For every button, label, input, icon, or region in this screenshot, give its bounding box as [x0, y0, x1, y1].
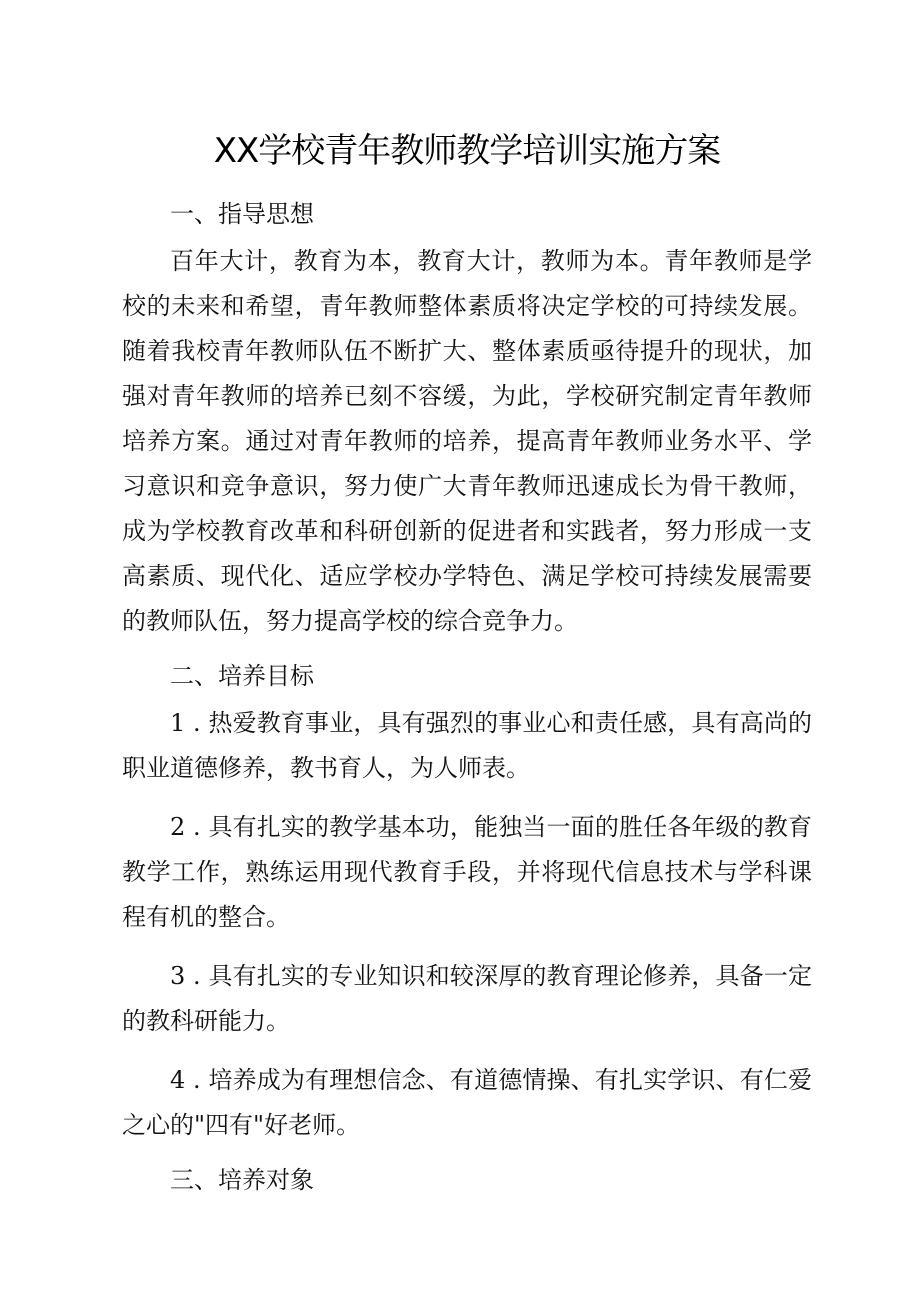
document-title: XX学校青年教师教学培训实施方案: [213, 131, 721, 171]
section-paragraph-guiding-ideology: 百年大计，教育为本，教育大计，教师为本。青年教师是学校的未来和希望，青年教师整体素质将决定学校的可持续发展。随着我校青年教师队伍不断扩大、整体素质亟待提升的现状，加强对青年教师的培养已刻不容缓，为此，学校研究制定青年教师培养方案。通过对青年教师的培养，提高青年教师业务水平、学习意识和竞争意识，努力使广大青年教师迅速成长为骨干教师，成为学校教育改革和科研创新的促进者和实践者，努力形成一支高素质、现代化、适应学校办学特色、满足学校可持续发展需要的教师队伍，努力提高学校的综合竞争力。: [122, 247, 812, 635]
training-goal-item: 4 . 培养成为有理想信念、有道德情操、有扎实学识、有仁爱之心的"四有"好老师。: [122, 1066, 812, 1139]
training-goal-item: 1 . 热爱教育事业，具有强烈的事业心和责任感，具有高尚的职业道德修养，教书育人，为人师表。: [122, 709, 812, 782]
document-content: [122, 124, 812, 1203]
section-heading-training-goals: 二、培养目标: [170, 662, 314, 690]
section-heading-training-targets: 三、培养对象: [170, 1166, 314, 1194]
training-goal-item: 3 . 具有扎实的专业知识和较深厚的教育理论修养，具备一定的教科研能力。: [122, 962, 812, 1035]
section-heading-guiding-ideology: 一、指导思想: [170, 200, 314, 228]
training-goal-item: 2 . 具有扎实的教学基本功，能独当一面的胜任各年级的教育教学工作，熟练运用现代教育手段，并将现代信息技术与学科课程有机的整合。: [122, 813, 812, 931]
